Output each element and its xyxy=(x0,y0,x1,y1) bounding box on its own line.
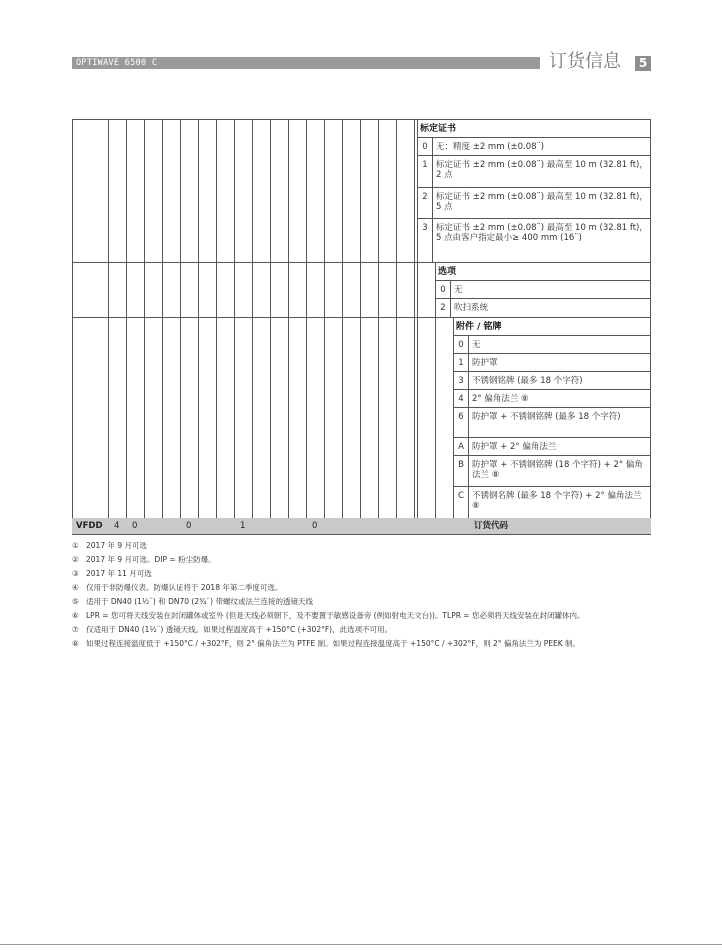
order-code-digit: 1 xyxy=(240,521,246,531)
order-code-prefix: VFDD xyxy=(76,521,103,531)
calibration-text: 标定证书 ±2 mm (±0.08¨) 最高至 10 m (32.81 ft)，2 点 xyxy=(436,160,648,180)
order-code-digit: 4 xyxy=(114,521,120,531)
section-number: 5 xyxy=(635,56,651,71)
calibration-code: 3 xyxy=(422,223,428,233)
footnote: ⑥ LPR = 您可将天线安装在封闭罐体或室外 (但是天线必须朝下，及不要置于敏感设备旁 (例如射电天文台))。TLPR = 您必须将天线安装在封闭罐体内。 xyxy=(72,611,585,620)
accessories-text: 不锈钢名牌 (最多 18 个字符) + 2° 偏角法兰 ⑧ xyxy=(472,491,642,511)
footnote: ⑧ 如果过程连接温度低于 +150°C / +302°F，则 2° 偏角法兰为 PTFE 制。如果过程连接温度高于 +150°C / +302°F，则 2° 偏角法兰为 PEEK 制。 xyxy=(72,639,581,648)
accessories-code: 0 xyxy=(458,340,464,350)
accessories-text: 防护罩 + 2° 偏角法兰 xyxy=(472,442,557,452)
order-code-digit: 0 xyxy=(132,521,138,531)
accessories-code: 4 xyxy=(458,394,464,404)
accessories-text: 不锈钢铭牌 (最多 18 个字符) xyxy=(472,376,583,386)
options-code: 2 xyxy=(440,303,446,313)
order-code-label: 订货代码 xyxy=(474,521,509,531)
product-name: OPTIWAVE 6500 C xyxy=(76,58,158,68)
footnote: ⑤ 适用于 DN40 (1½¨) 和 DN70 (2¾¨) 带螺纹或法兰连接的透镜天线 xyxy=(72,597,313,606)
accessories-text: 2° 偏角法兰 ⑧ xyxy=(472,394,529,404)
accessories-text: 防护罩 xyxy=(472,358,498,368)
accessories-code: B xyxy=(458,460,464,470)
footnote: ⑦ 仅适用于 DN40 (1½¨) 透镜天线。如果过程温度高于 +150°C (+302°F)，此选项不可用。 xyxy=(72,625,393,634)
footnote: ② 2017 年 9 月可选。DIP = 粉尘防爆。 xyxy=(72,555,216,564)
accessories-heading: 附件 / 铭牌 xyxy=(456,322,502,332)
footnotes xyxy=(72,539,652,651)
order-code-table xyxy=(72,119,651,535)
calibration-text: 标定证书 ±2 mm (±0.08¨) 最高至 10 m (32.81 ft)，5 点由客户指定最小≥ 400 mm (16¨) xyxy=(436,223,648,243)
accessories-text: 防护罩 + 不锈钢铭牌 (18 个字符) + 2° 偏角法兰 ⑧ xyxy=(472,460,643,480)
accessories-code: A xyxy=(458,442,464,452)
order-code-digit: 0 xyxy=(186,521,192,531)
footnote: ④ 仅用于非防爆仪表。防爆认证将于 2018 年第二季度可选。 xyxy=(72,583,283,592)
header-bar xyxy=(72,57,540,69)
calibration-text: 标定证书 ±2 mm (±0.08¨) 最高至 10 m (32.81 ft)，5 点 xyxy=(436,192,648,212)
options-text: 无 xyxy=(454,285,463,295)
accessories-code: C xyxy=(458,491,464,501)
calibration-code: 2 xyxy=(422,192,428,202)
accessories-text: 防护罩 + 不锈钢铭牌 (最多 18 个字符) xyxy=(472,412,621,422)
calibration-code: 1 xyxy=(422,160,428,170)
options-heading: 选项 xyxy=(438,267,457,277)
order-code-row xyxy=(72,518,651,534)
calibration-code: 0 xyxy=(422,142,428,152)
section-title: 订货信息 xyxy=(549,51,621,72)
accessories-code: 6 xyxy=(458,412,464,422)
order-code-digit: 0 xyxy=(312,521,318,531)
accessories-text: 无 xyxy=(472,340,481,350)
options-code: 0 xyxy=(440,285,446,295)
footnote: ① 2017 年 9 月可选 xyxy=(72,541,148,550)
calibration-text: 无：精度 ±2 mm (±0.08¨) xyxy=(436,142,545,152)
calibration-heading: 标定证书 xyxy=(420,124,457,134)
accessories-code: 3 xyxy=(458,376,464,386)
accessories-code: 1 xyxy=(458,358,464,368)
footnote: ③ 2017 年 11 月可选 xyxy=(72,569,152,578)
bottom-rule xyxy=(0,944,722,945)
options-text: 吹扫系统 xyxy=(454,303,489,313)
